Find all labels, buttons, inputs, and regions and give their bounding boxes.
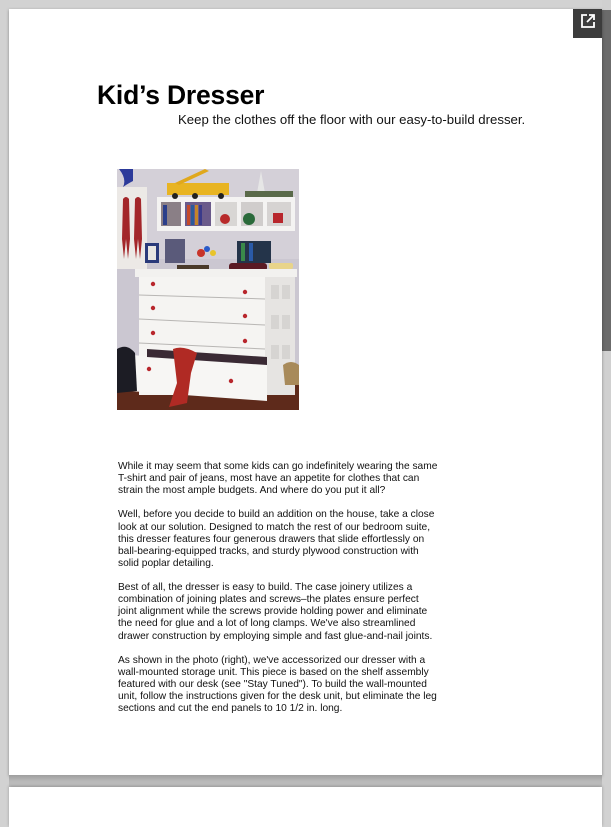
- photo-toy-crane: [167, 183, 229, 195]
- popout-button[interactable]: [573, 9, 602, 38]
- photo-knob: [243, 314, 247, 318]
- paragraph-3: Best of all, the dresser is easy to build. The case joinery utilizes a combination of joining plates and screws–the plates ensure perfect joint alignment while the screws provide holding power and eliminate the need for glue and a lot of long clamps. We've also streamlined drawer construction by employing simple and fast glue-and-nail joints.: [118, 582, 433, 642]
- photo-poster: [117, 187, 147, 269]
- photo-knob: [151, 282, 155, 286]
- open-in-new-window-icon: [580, 13, 596, 34]
- article-body: [118, 461, 438, 727]
- page-separator: [9, 775, 602, 787]
- scrollbar-thumb[interactable]: [602, 10, 611, 351]
- pdf-page-2: [9, 787, 602, 827]
- document-title: Kid’s Dresser: [97, 80, 265, 110]
- photo-knob: [243, 339, 247, 343]
- photo-knob: [243, 290, 247, 294]
- photo-knob: [151, 306, 155, 310]
- paragraph-1: While it may seem that some kids can go indefinitely wearing the same T-shirt and pair of jeans, most have an appetite for clothes that can strain the most ample budgets. And where do you put it all?: [118, 461, 438, 497]
- dresser-photo: [117, 169, 299, 410]
- photo-knob: [151, 331, 155, 335]
- paragraph-4: As shown in the photo (right), we've accessorized our dresser with a wall-mounted storage unit. This piece is based on the shelf assembly featured with our desk (see "Stay Tuned"). To build the wall-mounted unit, follow the instructions given for the desk unit, but eliminate the leg sections and cut the end panels to 10 1/2 in. long.: [118, 654, 437, 715]
- document-subtitle: Keep the clothes off the floor with our easy-to-build dresser.: [178, 112, 526, 127]
- paragraph-2: Well, before you decide to build an addition on the house, take a close look at our solution. Designed to match the rest of our bedroom suite, this dresser features four generous drawers that slide effortlessly on ball-bearing-equipped tracks, and sturdy plywood construction with solid poplar detailing.: [118, 509, 435, 569]
- photo-dresser-top: [135, 269, 297, 277]
